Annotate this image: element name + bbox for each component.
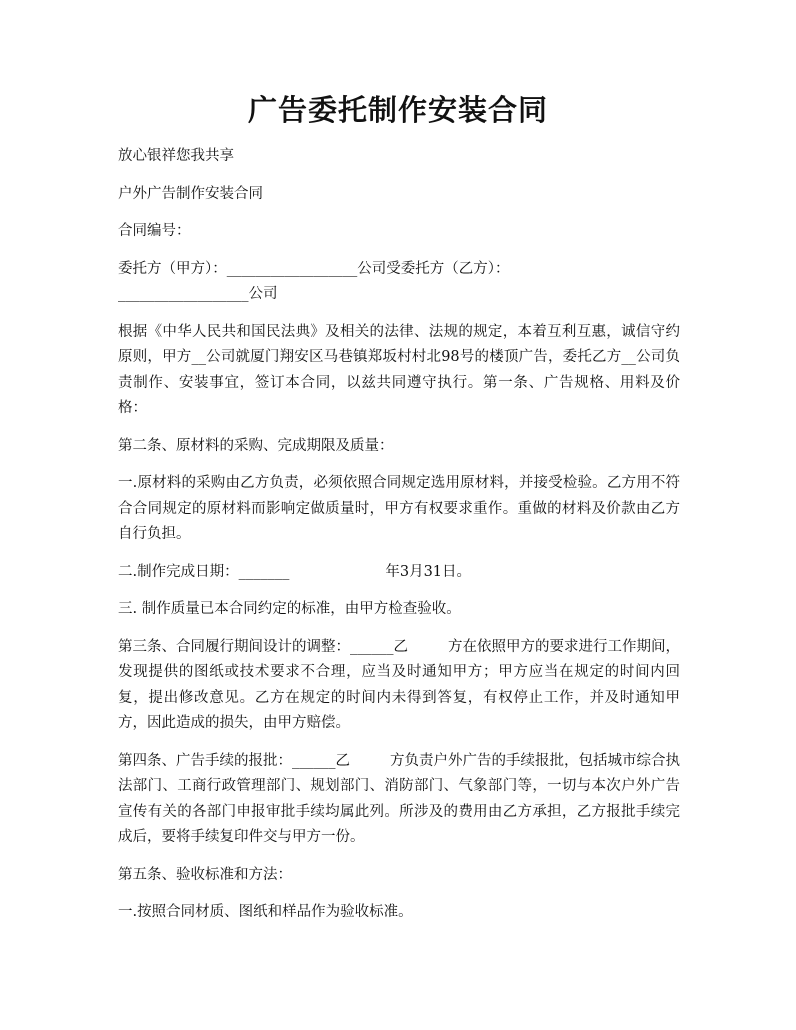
basis-paragraph: 根据《中华人民共和国民法典》及相关的法律、法规的规定，本着互利互惠，诚信守约原则，甲方__公司就厦门翔安区马巷镇郑坂村村北98号的楼顶广告，委托乙方__公司负责制作、安装事宜，签订本合同，以兹共同遵守执行。第一条、广告规格、用料及价格：: [118, 323, 680, 416]
article-2-item-2: [118, 560, 680, 586]
completion-date-label: 二.制作完成日期：_______: [118, 563, 290, 580]
article-5-item-1: 一.按照合同材质、图纸和样品作为验收标准。: [118, 904, 413, 920]
intro-line: 放心银祥您我共享: [118, 148, 234, 164]
article-5-heading: 第五条、验收标准和方法：: [118, 866, 292, 883]
parties-line-b: __________________公司: [118, 286, 278, 302]
article-4-lead: 第四条、广告手续的报批：______乙: [118, 752, 350, 769]
article-3-text: 方在依照甲方的要求进行工作期间，发现提供的图纸或技术要求不合理，应当及时通知甲方；甲方应当在规定的时间内回复，提出修改意见。乙方在规定的时间内未得到答复，有权停止工作，并及时通知甲方，因此造成的损失，由甲方赔偿。: [118, 638, 680, 731]
document-body: [118, 144, 680, 938]
article-3-paragraph: [118, 635, 680, 737]
article-4-paragraph: [118, 749, 680, 851]
completion-date-value: 年3月31日。: [385, 563, 472, 580]
parties-paragraph: [118, 257, 680, 308]
article-4-text: 方负责户外广告的手续报批，包括城市综合执法部门、工商行政管理部门、规划部门、消防部门、气象部门等，一切与本次户外广告宣传有关的各部门申报审批手续均属此列。所涉及的费用由乙方承担，乙方报批手续完成后，要将手续复印件交与甲方一份。: [118, 752, 680, 845]
subtitle-line: 户外广告制作安装合同: [118, 185, 263, 202]
article-2-item-3: 三. 制作质量已本合同约定的标准，由甲方检查验收。: [118, 601, 461, 617]
article-2-heading: 第二条、原材料的采购、完成期限及质量：: [118, 437, 394, 454]
article-3-lead: 第三条、合同履行期间设计的调整：______乙: [118, 638, 408, 655]
article-2-item-1: 一.原材料的采购由乙方负责，必须依照合同规定选用原材料，并接受检验。乙方用不符合合同规定的原材料而影响定做质量时，甲方有权要求重作。重做的材料及价款由乙方自行负担。: [118, 475, 680, 542]
contract-number-line: 合同编号：: [118, 223, 191, 239]
document-title: 广告委托制作安装合同: [247, 93, 548, 127]
parties-line-a: 委托方（甲方）：__________________公司受委托方（乙方）：: [118, 260, 510, 277]
